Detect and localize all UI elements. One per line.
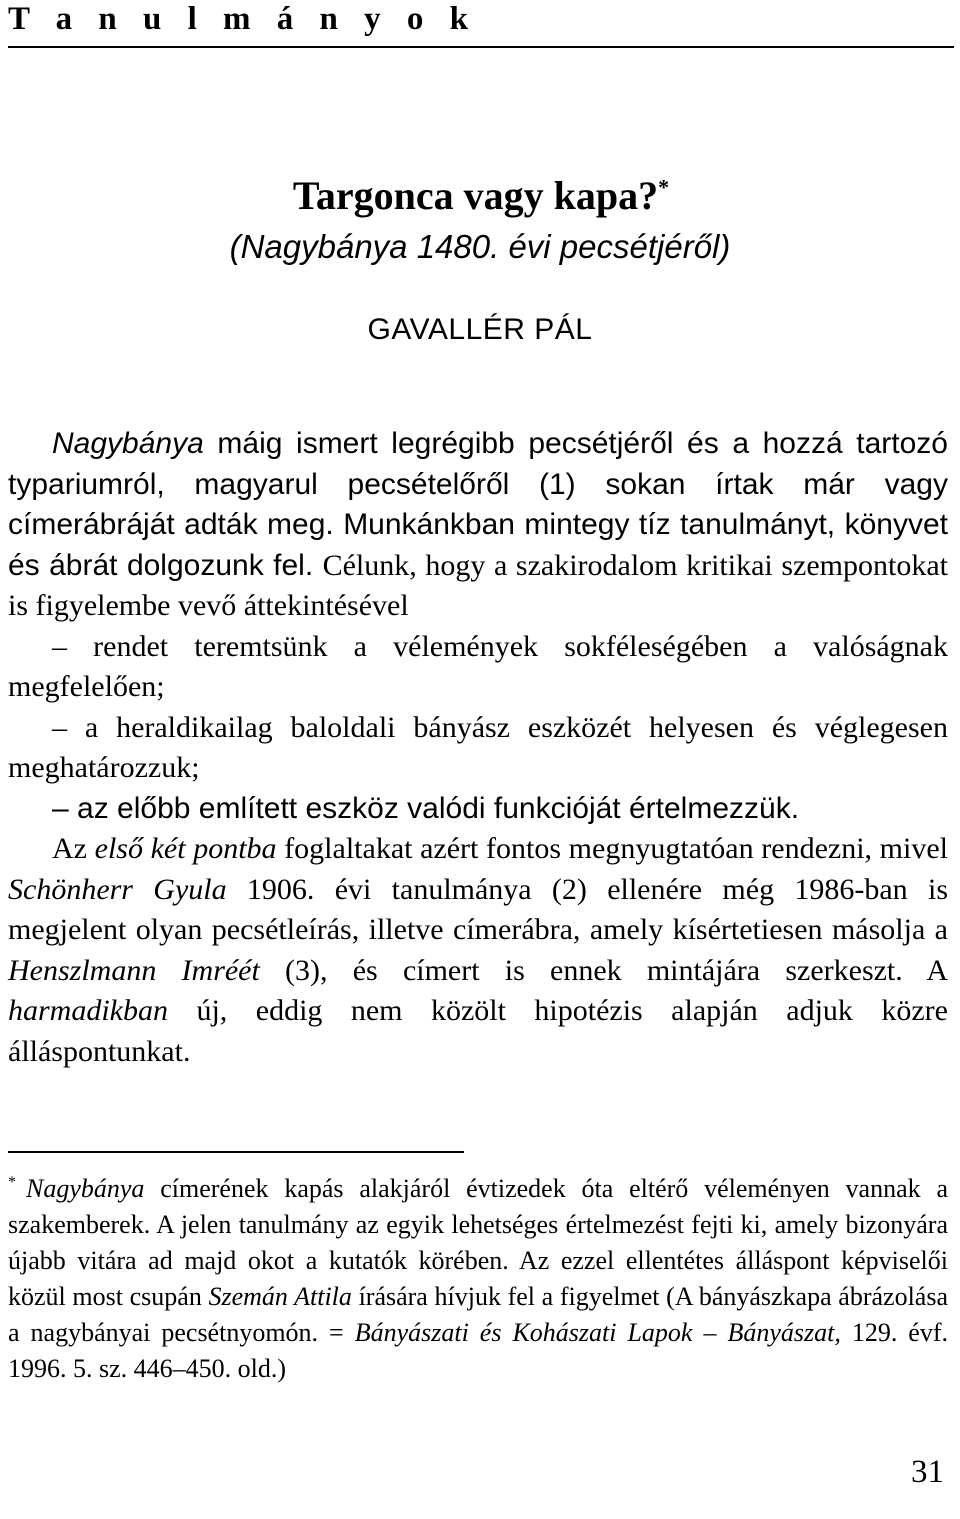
page-number: 31	[911, 1454, 944, 1490]
p2-emph: első két pontba	[94, 832, 277, 865]
p2-emph: harmadikban	[8, 994, 168, 1027]
intro-text-b: Munkánkban mintegy tíz tanulmányt, könyvet és ábrát dolgozunk fel.	[8, 508, 948, 582]
p2-text: új, eddig nem közölt hipotézis alapján adjuk közre álláspontunkat.	[8, 994, 948, 1068]
intro-text-c: Célunk, hogy a szakirodalom kritikai szempontokat is figyelembe vevő áttekintésével	[8, 548, 948, 622]
footnote-text: írására hívjuk fel a figyelmet (A bányászkapa ábrázolása a nagybányai pecsétnyomón. =	[8, 1282, 948, 1347]
list-item: – rendet teremtsünk a vélemények sokféleségében a valóságnak megfelelően;	[8, 629, 948, 703]
paragraph-second	[8, 829, 948, 1072]
article-title	[0, 172, 960, 220]
list-item: – a heraldikailag baloldali bányász eszközét helyesen és véglegesen meghatározzuk;	[8, 710, 948, 784]
article-author: GAVALLÉR PÁL	[367, 313, 593, 346]
paragraph-intro	[8, 424, 948, 627]
footnote-journal: Bányászati és Kohászati Lapok – Bányászat,	[354, 1318, 841, 1347]
p2-text: Az	[52, 832, 95, 865]
article-body	[8, 424, 948, 1072]
title-footnote-mark: *	[658, 174, 670, 200]
footnote-place: Nagybánya	[26, 1174, 145, 1203]
footnote-name: Szemán Attila	[208, 1282, 352, 1311]
article-subtitle: (Nagybánya 1480. évi pecsétjéről)	[229, 228, 731, 265]
footnote-rule	[8, 1151, 464, 1153]
section-header: T a n u l m á n y o k	[8, 1, 477, 37]
footnote-mark: *	[8, 1174, 16, 1192]
footnote-text: 129. évf. 1996. 5. sz. 446–450. old.)	[8, 1318, 949, 1383]
p2-text: 1906. évi tanulmánya (2) ellenére még 1986-ban is megjelent olyan pecsétleírás, illetve címerábra, amely kísértetiesen másolja a	[8, 872, 948, 946]
p2-text: (3), és címert is ennek mintájára szerkeszt. A	[259, 953, 948, 987]
intro-text-a: máig ismert legrégibb pecsétjéről és a hozzá tartozó typariumról, magyarul pecsételőről (1) sokan írtak már vagy címerábráját adták meg.	[8, 427, 948, 541]
footnote-text: címerének kapás alakjáról évtizedek óta eltérő véleményen vannak a szakemberek. A jelen tanulmány az egyik lehetséges értelmezést fejti ki, amely bizonyára újabb vitára ad majd okot a kutatók körében. Az ezzel ellentétes álláspont képviselői közül most csupán	[8, 1174, 948, 1311]
title-block	[0, 172, 960, 269]
intro-place: Nagybánya	[52, 427, 204, 460]
p2-text: foglaltakat azért fontos megnyugtatóan rendezni, mivel	[276, 832, 948, 865]
p2-name: Henszlmann Imréét	[8, 953, 260, 987]
footnote	[8, 1171, 948, 1387]
p2-name: Schönherr Gyula	[8, 872, 227, 906]
article-title-text: Targonca vagy kapa?	[292, 173, 659, 218]
header-rule	[8, 46, 954, 48]
list-item: – az előbb említett eszköz valódi funkcióját értelmezzük.	[52, 791, 800, 825]
